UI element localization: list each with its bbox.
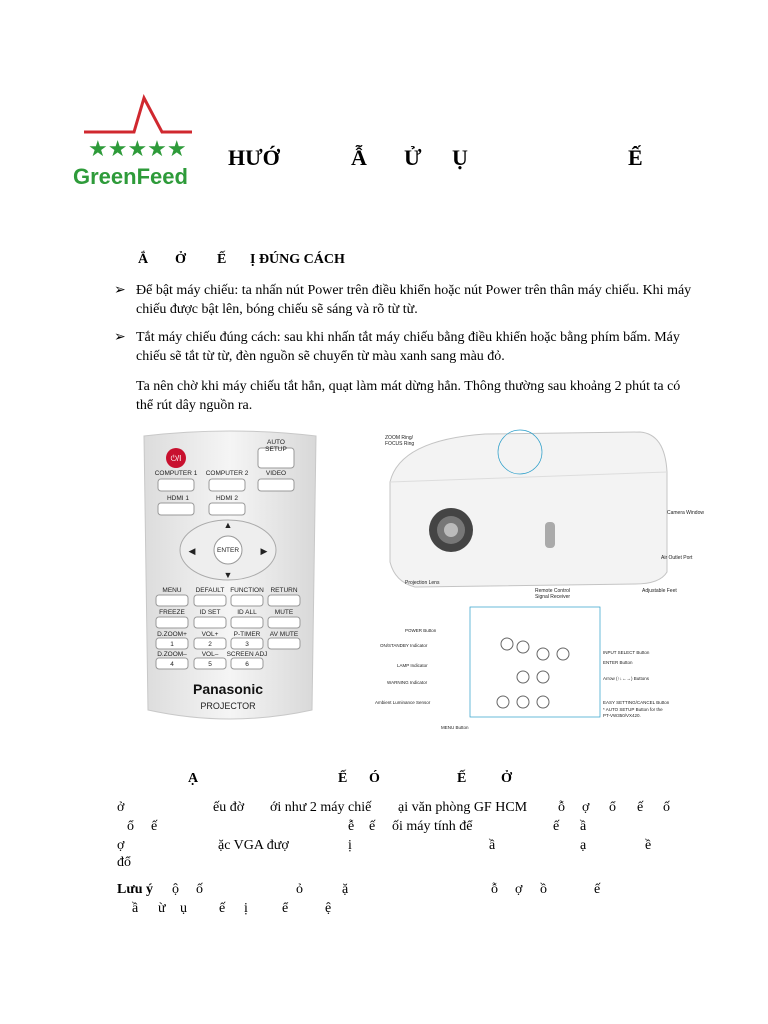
logo-text: GreenFeed [73,164,188,189]
on-standby-label: ON/STANDBY Indicator [380,643,428,648]
title-part: Ẫ [351,145,367,170]
warning-label: WARNING Indicator [387,680,428,685]
num2-label: 2 [208,641,212,648]
body-fragment: ề [645,838,652,853]
bullet-item [114,281,696,319]
svg-text:FOCUS Ring: FOCUS Ring [385,441,415,447]
body-fragment: ế [637,800,644,815]
av-mute-label: AV MUTE [269,631,299,638]
bullet-item [114,328,696,366]
num4-label: 4 [170,661,174,668]
auto-setup-label: AUTO [267,439,285,446]
body-fragment: ế [369,819,376,834]
num6-label: 6 [245,661,249,668]
heading-part: Ắ [138,252,149,267]
body-fragment: ở [117,800,125,815]
note-label: Lưu ý [117,882,154,897]
title-part: HƯỚ [228,145,280,170]
body-fragment: ầ [132,901,139,916]
ambient-sensor-label: Ambient Luminance Sensor [375,700,431,705]
lamp-label: LAMP Indicator [397,663,428,668]
power-button-label: POWER Button [405,628,437,633]
svg-text:PT-VW350/VX420.: PT-VW350/VX420. [603,713,641,718]
p-timer-label: P-TIMER [233,631,261,638]
input-select-label: INPUT SELECT Button [603,650,650,655]
heading-part: Ở [501,771,512,786]
hdmi1-label: HDMI 1 [166,495,190,502]
svg-text:▶: ▶ [260,546,268,556]
body-fragment: ỗ [558,800,565,815]
freeze-label: FREEZE [159,609,185,616]
screen-adj-label: SCREEN ADJ [226,651,268,658]
svg-text:▼: ▼ [223,570,233,580]
body-fragment: ố [196,882,203,897]
return-label: RETURN [270,587,298,594]
panasonic-brand: Panasonic [192,681,264,697]
heading-part: Ó [369,771,380,786]
body-fragment: ạ [580,838,587,853]
zoom-label: ZOOM Ring/ [385,435,414,441]
mute-label: MUTE [274,609,294,616]
heading-part: Ị ĐÚNG CÁCH [250,252,345,267]
vol-minus-label: VOL– [201,651,219,658]
projector-model: PROJECTOR [200,701,256,711]
enter-label: ENTER [216,547,240,554]
body-fragment: ầ [489,838,496,853]
video-label: VIDEO [265,470,287,477]
adjustable-feet-label: Adjustable Feet [642,588,677,594]
title-part: Ử [404,145,422,170]
power-label: ⏻/I [170,454,182,463]
body-fragment: ặ [342,882,349,897]
body-fragment: ặc VGA đượ [218,838,289,853]
body-fragment: ế [553,819,560,834]
bullet-arrow-icon: ➢ [114,330,126,345]
body-fragment: ế [151,819,158,834]
svg-text:Signal Receiver: Signal Receiver [535,594,571,600]
num3-label: 3 [245,641,249,648]
computer1-label: COMPUTER 1 [154,470,198,477]
heading-part: Ế [457,771,467,786]
projector-diagram [375,422,720,737]
body-fragment: ợ [515,882,523,897]
remote-control-image [140,430,320,725]
body-fragment: ỏ [296,882,303,897]
title-part: Ế [628,145,643,170]
bullet-text: Tắt máy chiếu đúng cách: sau khi nhấn tắt máy chiếu bằng điều khiển hoặc bằng phím bấm. Máy chiếu sẽ tắt từ từ, đèn nguồn sẽ chuyển từ màu xanh sang màu đỏ. [136,330,680,364]
body-fragment: ế [594,882,601,897]
vol-plus-label: VOL+ [201,631,219,638]
function-label: FUNCTION [230,587,264,594]
id-all-label: ID ALL [237,609,257,616]
body-fragment: ụ [180,901,187,916]
heading-part: Ế [217,252,227,267]
logo-stars: ★★★★★ [88,137,187,162]
svg-text:SETUP: SETUP [265,446,287,453]
num5-label: 5 [208,661,212,668]
title-part: Ụ [452,145,468,170]
camera-label: Camera Window [667,510,704,516]
dzoom-minus-label: D.ZOOM– [157,651,187,658]
svg-text:◀: ◀ [188,546,196,556]
body-fragment: ỗ [491,882,498,897]
dzoom-plus-label: D.ZOOM+ [157,631,187,638]
body-fragment: ị [244,901,248,916]
menu-label: MENU [162,587,182,594]
body-fragment: ại văn phòng GF HCM [398,800,528,815]
body-fragment: ồ [540,882,547,897]
body-fragment: ợ [582,800,590,815]
body-fragment: ệ [325,901,332,916]
body-fragment: ầ [580,819,587,834]
body-fragment: ổ [609,800,616,815]
lens-label: Projection Lens [405,580,440,586]
svg-text:▲: ▲ [223,520,233,530]
easy-setting-label: EASY SETTING/CANCEL Button [603,700,670,705]
air-outlet-label: Air Outlet Port [661,555,693,561]
remote-receiver-label: Remote Control [535,588,571,594]
body-fragment: ợ [117,838,125,853]
bullet-text: Để bật máy chiếu: ta nhấn nút Power trên điều khiển hoặc nút Power trên thân máy chiếu. Khi máy chiếu được bật lên, bóng chiếu sẽ sáng và rõ từ từ. [136,283,692,317]
default-label: DEFAULT [195,587,225,594]
heading-part: Ở [175,252,186,267]
enter-button-label: ENTER Button [603,660,633,665]
heading-part: Ạ [188,771,199,786]
body-fragment: ể [282,901,289,916]
computer2-label: COMPUTER 2 [205,470,249,477]
body-fragment: ễ [348,819,355,834]
heading-part: Ế [338,771,348,786]
body-fragment: đổ [117,855,131,870]
body-fragment: ếu đờ [213,800,245,815]
body-fragment: ừ [158,901,166,916]
body-fragment: ới như 2 máy chiế [270,800,372,815]
body-fragment: ế [219,901,226,916]
easy-note-label: * AUTO SETUP Button for the [603,707,663,712]
body-fragment: ối máy tính để [392,819,473,834]
body-fragment: ộ [172,882,179,897]
menu-button-label: MENU Button [441,725,469,730]
id-set-label: ID SET [199,609,221,616]
arrow-buttons-label: Arrow (↑↓←→) Buttons [603,676,650,681]
body-fragment: ố [663,800,670,815]
hdmi2-label: HDMI 2 [215,495,239,502]
body-fragment: ị [348,838,352,853]
bullet-arrow-icon: ➢ [114,283,126,298]
note-paragraph: Ta nên chờ khi máy chiếu tắt hẳn, quạt làm mát dừng hẳn. Thông thường sau khoảng 2 phút ta có thể rút dây nguồn ra. [136,379,681,413]
body-fragment: ổ [127,819,134,834]
num1-label: 1 [170,641,174,648]
greenfeed-logo [70,92,210,192]
